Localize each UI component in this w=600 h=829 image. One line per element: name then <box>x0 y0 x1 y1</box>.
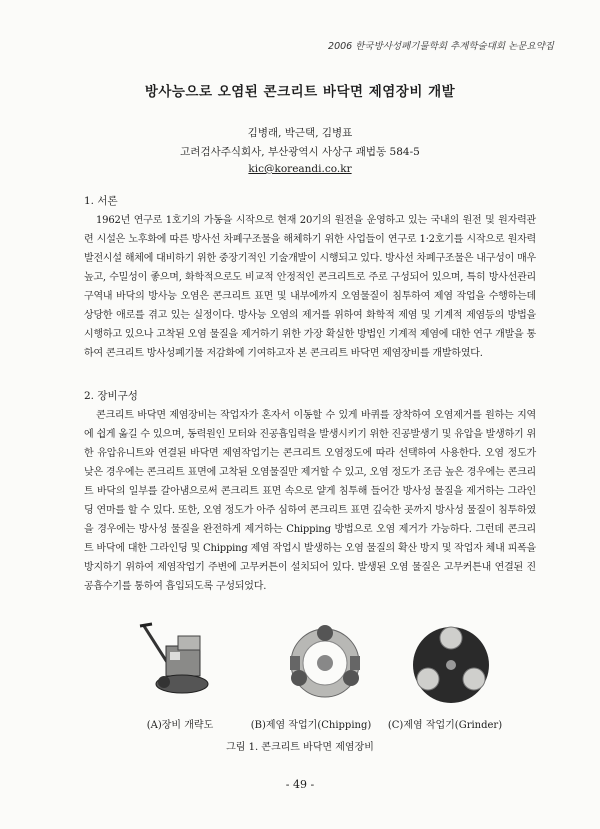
author-email-link[interactable]: kic@koreandi.co.kr <box>248 163 352 175</box>
figure-caption-a: (A)장비 개략도 <box>146 720 214 731</box>
figure-caption-c: (C)제염 작업기(Grinder) <box>387 720 503 731</box>
section-heading-equipment: 2. 장비구성 <box>84 390 138 402</box>
section-heading-intro: 1. 서론 <box>84 195 118 207</box>
chipping-head-image <box>284 624 366 702</box>
figure-caption-b: (B)제염 작업기(Chipping) <box>250 720 372 731</box>
running-head: 2006 한국방사성폐기물학회 추계학술대회 논문요약집 <box>328 41 554 52</box>
author-list: 김병래, 박근택, 김병표 <box>247 127 353 139</box>
section-body-equipment: 콘크리트 바닥면 제염장비는 작업자가 혼자서 이동할 수 있게 바퀴를 장착하여 오염제거를 원하는 지역에 쉽게 옮길 수 있으며, 동력원인 모터와 진공흡입력을 발생시키기 위한 진공발생기 및 유압을 발생하기 위한 유압유니트와 연결된 바닥면 제염작업기는 콘크리트 오염정도에 따라 선택하여 사용한다. 오염 정도가 낮은 경우에는 콘크리트 표면에 고착된 오염물질만 제거할 수 있고, 오염 정도가 조금 높은 경우에는 콘크리트 바닥의 일부를 갈아냄으로써 콘크리트 표면 속으로 얕게 침투해 들어간 방사성 물질을 제거하는 그라인딩 연마를 할 수 있다. 또한, 오염 정도가 아주 심하여 콘크리트 표면 깊숙한 곳까지 방사성 물질이 침투하였을 경우에는 방사성 물질을 완전하게 제거하는 Chipping 방법으로 오염 제거가 가능하다. 그런데 콘크리트 바닥에 대한 그라인딩 및 Chipping 제염 작업시 발생하는 오염 물질의 확산 방지 및 작업자 체내 피폭을 방지하기 위하여 제염작업기 주변에 고무커튼이 설치되어 있다. 발생된 오염 물질은 고무커튼내 연결된 진공흡수기를 통하여 흡입되도록 구성되었다. <box>84 410 536 592</box>
grinder-head-image <box>410 624 492 706</box>
section-body-intro: 1962년 연구로 1호기의 가동을 시작으로 현재 20기의 원전을 운영하고 있는 국내의 원전 및 원자력관련 시설은 노후화에 따른 방사선 차폐구조물을 해체하기 위한 사업들이 연구로 1·2호기를 시작으로 원자력발전시설 해체에 대비하기 위한 중장기적인 기술개발이 시행되고 있다. 방사선 차폐구조물은 내구성이 매우 높고, 수밀성이 좋으며, 화학적으로도 비교적 안정적인 콘크리트로 주로 구성되어 있으며, 특히 방사선관리구역내 바닥의 방사능 오염은 콘크리트 표면 및 내부에까지 오염물질이 침투하여 제염 작업을 수행하는데 상당한 애로를 겪고 있는 실정이다. 방사능 오염의 제거를 위하여 화학적 제염 및 기계적 제염등의 방법을 시행하고 있으나 고착된 오염 물질을 제거하기 위한 가장 확실한 방법인 기계적 제염에 대한 연구 개발을 통하여 콘크리트 방사성폐기물 저감화에 기여하고자 본 콘크리트 바닥면 제염장비를 개발하였다. <box>84 215 536 359</box>
affiliation: 고려검사주식회사, 부산광역시 사상구 괘법동 584-5 <box>180 146 420 158</box>
equipment-schematic-image <box>138 616 218 698</box>
page-number: - 49 - <box>285 778 315 791</box>
figure-title: 그림 1. 콘크리트 바닥면 제염장비 <box>226 742 374 753</box>
paper-title: 방사능으로 오염된 콘크리트 바닥면 제염장비 개발 <box>144 84 456 100</box>
